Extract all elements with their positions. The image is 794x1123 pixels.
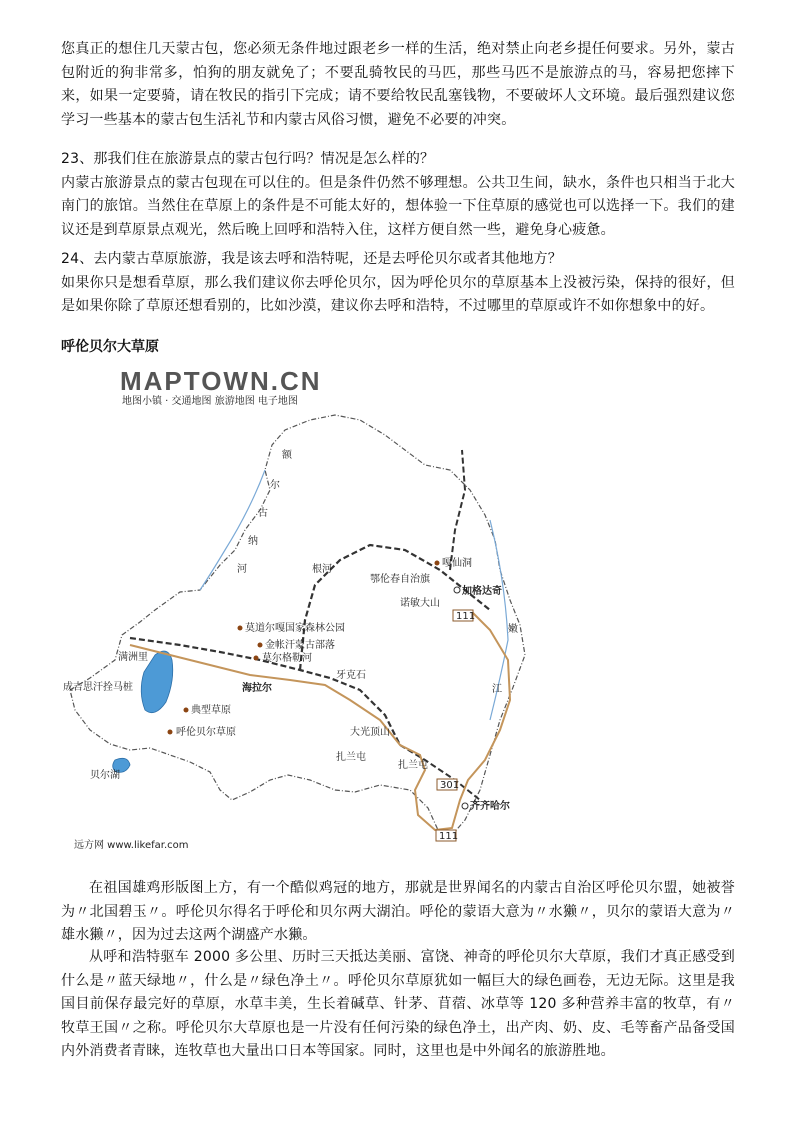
shield-111-north: 111 bbox=[456, 611, 476, 622]
faq-23-answer: 内蒙古旅游景点的蒙古包现在可以住的。但是条件仍然不够理想。公共卫生间，缺水，条件也只相当于北大南门的旅馆。当然住在草原上的条件是不可能太好的，想体验一下住草原的感觉也可以选择一下。我们的建议还是到草原景点观光，然后晚上回呼和浩特入住，这样方便自然一些，避免身心疲惫。 bbox=[61, 174, 735, 238]
label-yakeshi: 牙克石 bbox=[336, 670, 366, 681]
label-moergele: 莫尔格勒河 bbox=[262, 653, 312, 664]
faq-24-question: 24、去内蒙古草原旅游，我是该去呼和浩特呢，还是去呼伦贝尔或者其他地方？ bbox=[61, 251, 563, 267]
label-genhe: 根河 bbox=[312, 564, 332, 575]
label-elunchun: 鄂伦春自治旗 bbox=[370, 574, 430, 585]
faq-24-answer: 如果你只是想看草原，那么我们建议你去呼伦贝尔，因为呼伦贝尔的草原基本上没被污染，保持的很好，但是如果你除了草原还想看别的，比如沙漠，建议你去呼和浩特，不过哪里的草原或许不如你想象中的好。 bbox=[61, 274, 735, 314]
label-dianxing: 典型草原 bbox=[191, 705, 231, 716]
body-paragraph-1: 在祖国雄鸡形版图上方，有一个酷似鸡冠的地方，那就是世界闻名的内蒙古自治区呼伦贝尔盟，她被誉为〃北国碧玉〃。呼伦贝尔得名于呼伦和贝尔两大湖泊。呼伦的蒙语大意为〃水獭〃，贝尔的蒙语大意为〃雄水獭〃，因为过去这两个湖盛产水獭。 bbox=[61, 880, 735, 943]
label-manzhouli: 满洲里 bbox=[118, 652, 148, 663]
label-beier: 贝尔湖 bbox=[90, 770, 120, 781]
label-chengjisi: 成吉思汗拴马桩 bbox=[63, 682, 133, 693]
river-char-1: 额 bbox=[282, 450, 292, 461]
body-paragraph-2: 从呼和浩特驱车 2000 多公里、历时三天抵达美丽、富饶、神奇的呼伦贝尔大草原，我们才真正感受到什么是〃蓝天绿地〃，什么是〃绿色净土〃。呼伦贝尔草原犹如一幅巨大的绿色画卷，无边无际。这里是我国目前保存最完好的草原，水草丰美，生长着碱草、针茅、苜蓿、冰草等 120 多种营养丰富的牧草，有〃牧草王国〃之称。呼伦贝尔大草原也是一片没有任何污染的绿色净土，出产肉、奶、皮、毛等畜产品备受国内外消费者青睐，连牧草也大量出口日本等国家。同时，这里也是中外闻名的旅游胜地。 bbox=[61, 949, 735, 1059]
label-hulunbeier: 呼伦贝尔草原 bbox=[176, 727, 236, 738]
label-xianrendong: 嘎仙洞 bbox=[442, 558, 472, 569]
faq-23-question: 23、那我们住在旅游景点的蒙古包行吗？情况是怎么样的？ bbox=[61, 151, 435, 167]
river-char-5: 河 bbox=[237, 564, 247, 575]
river-char-3: 古 bbox=[258, 508, 268, 519]
label-nuominshan: 诺敏大山 bbox=[400, 598, 440, 609]
label-qiqihaer: 齐齐哈尔 bbox=[470, 801, 510, 812]
faq-23 bbox=[61, 148, 735, 242]
label-hailaer: 海拉尔 bbox=[242, 683, 272, 694]
map-watermark: 远方网 www.likefar.com bbox=[74, 840, 189, 851]
shield-111-south: 111 bbox=[439, 831, 459, 842]
label-jiagedaqi: 加格达奇 bbox=[462, 586, 502, 597]
label-daguangding: 大光顶山 bbox=[350, 727, 390, 738]
map-brand: MAPTOWN.CN bbox=[120, 366, 322, 396]
label-zhalantun-2: 扎兰屯 bbox=[398, 760, 428, 771]
river-char-4: 纳 bbox=[248, 536, 258, 547]
intro-paragraph: 您真正的想住几天蒙古包，您必须无条件地过跟老乡一样的生活，绝对禁止向老乡提任何要求。另外，蒙古包附近的狗非常多，怕狗的朋友就免了；不要乱骑牧民的马匹，那些马匹不是旅游点的马，容易把您摔下来，如果一定要骑，请在牧民的指引下完成；请不要给牧民乱塞钱物，不要破坏人文环境。最后强烈建议您学习一些基本的蒙古包生活礼节和内蒙古风俗习惯，避免不必要的冲突。 bbox=[61, 41, 735, 128]
label-mordaoga: 莫道尔嘎国家森林公园 bbox=[245, 623, 345, 634]
section-heading: 呼伦贝尔大草原 bbox=[61, 339, 159, 355]
hulunbuir-map bbox=[60, 360, 534, 868]
label-zhalantun: 扎兰屯 bbox=[336, 752, 366, 763]
label-nen: 嫩 bbox=[508, 624, 518, 635]
label-jiang: 江 bbox=[492, 684, 502, 695]
faq-24 bbox=[61, 248, 735, 319]
river-char-2: 尔 bbox=[270, 480, 280, 491]
map-tagline: 地图小镇 · 交通地图 旅游地图 电子地图 bbox=[122, 396, 298, 407]
label-jinzhanghan: 金帐汗蒙古部落 bbox=[265, 640, 335, 651]
shield-301: 301 bbox=[440, 780, 460, 791]
